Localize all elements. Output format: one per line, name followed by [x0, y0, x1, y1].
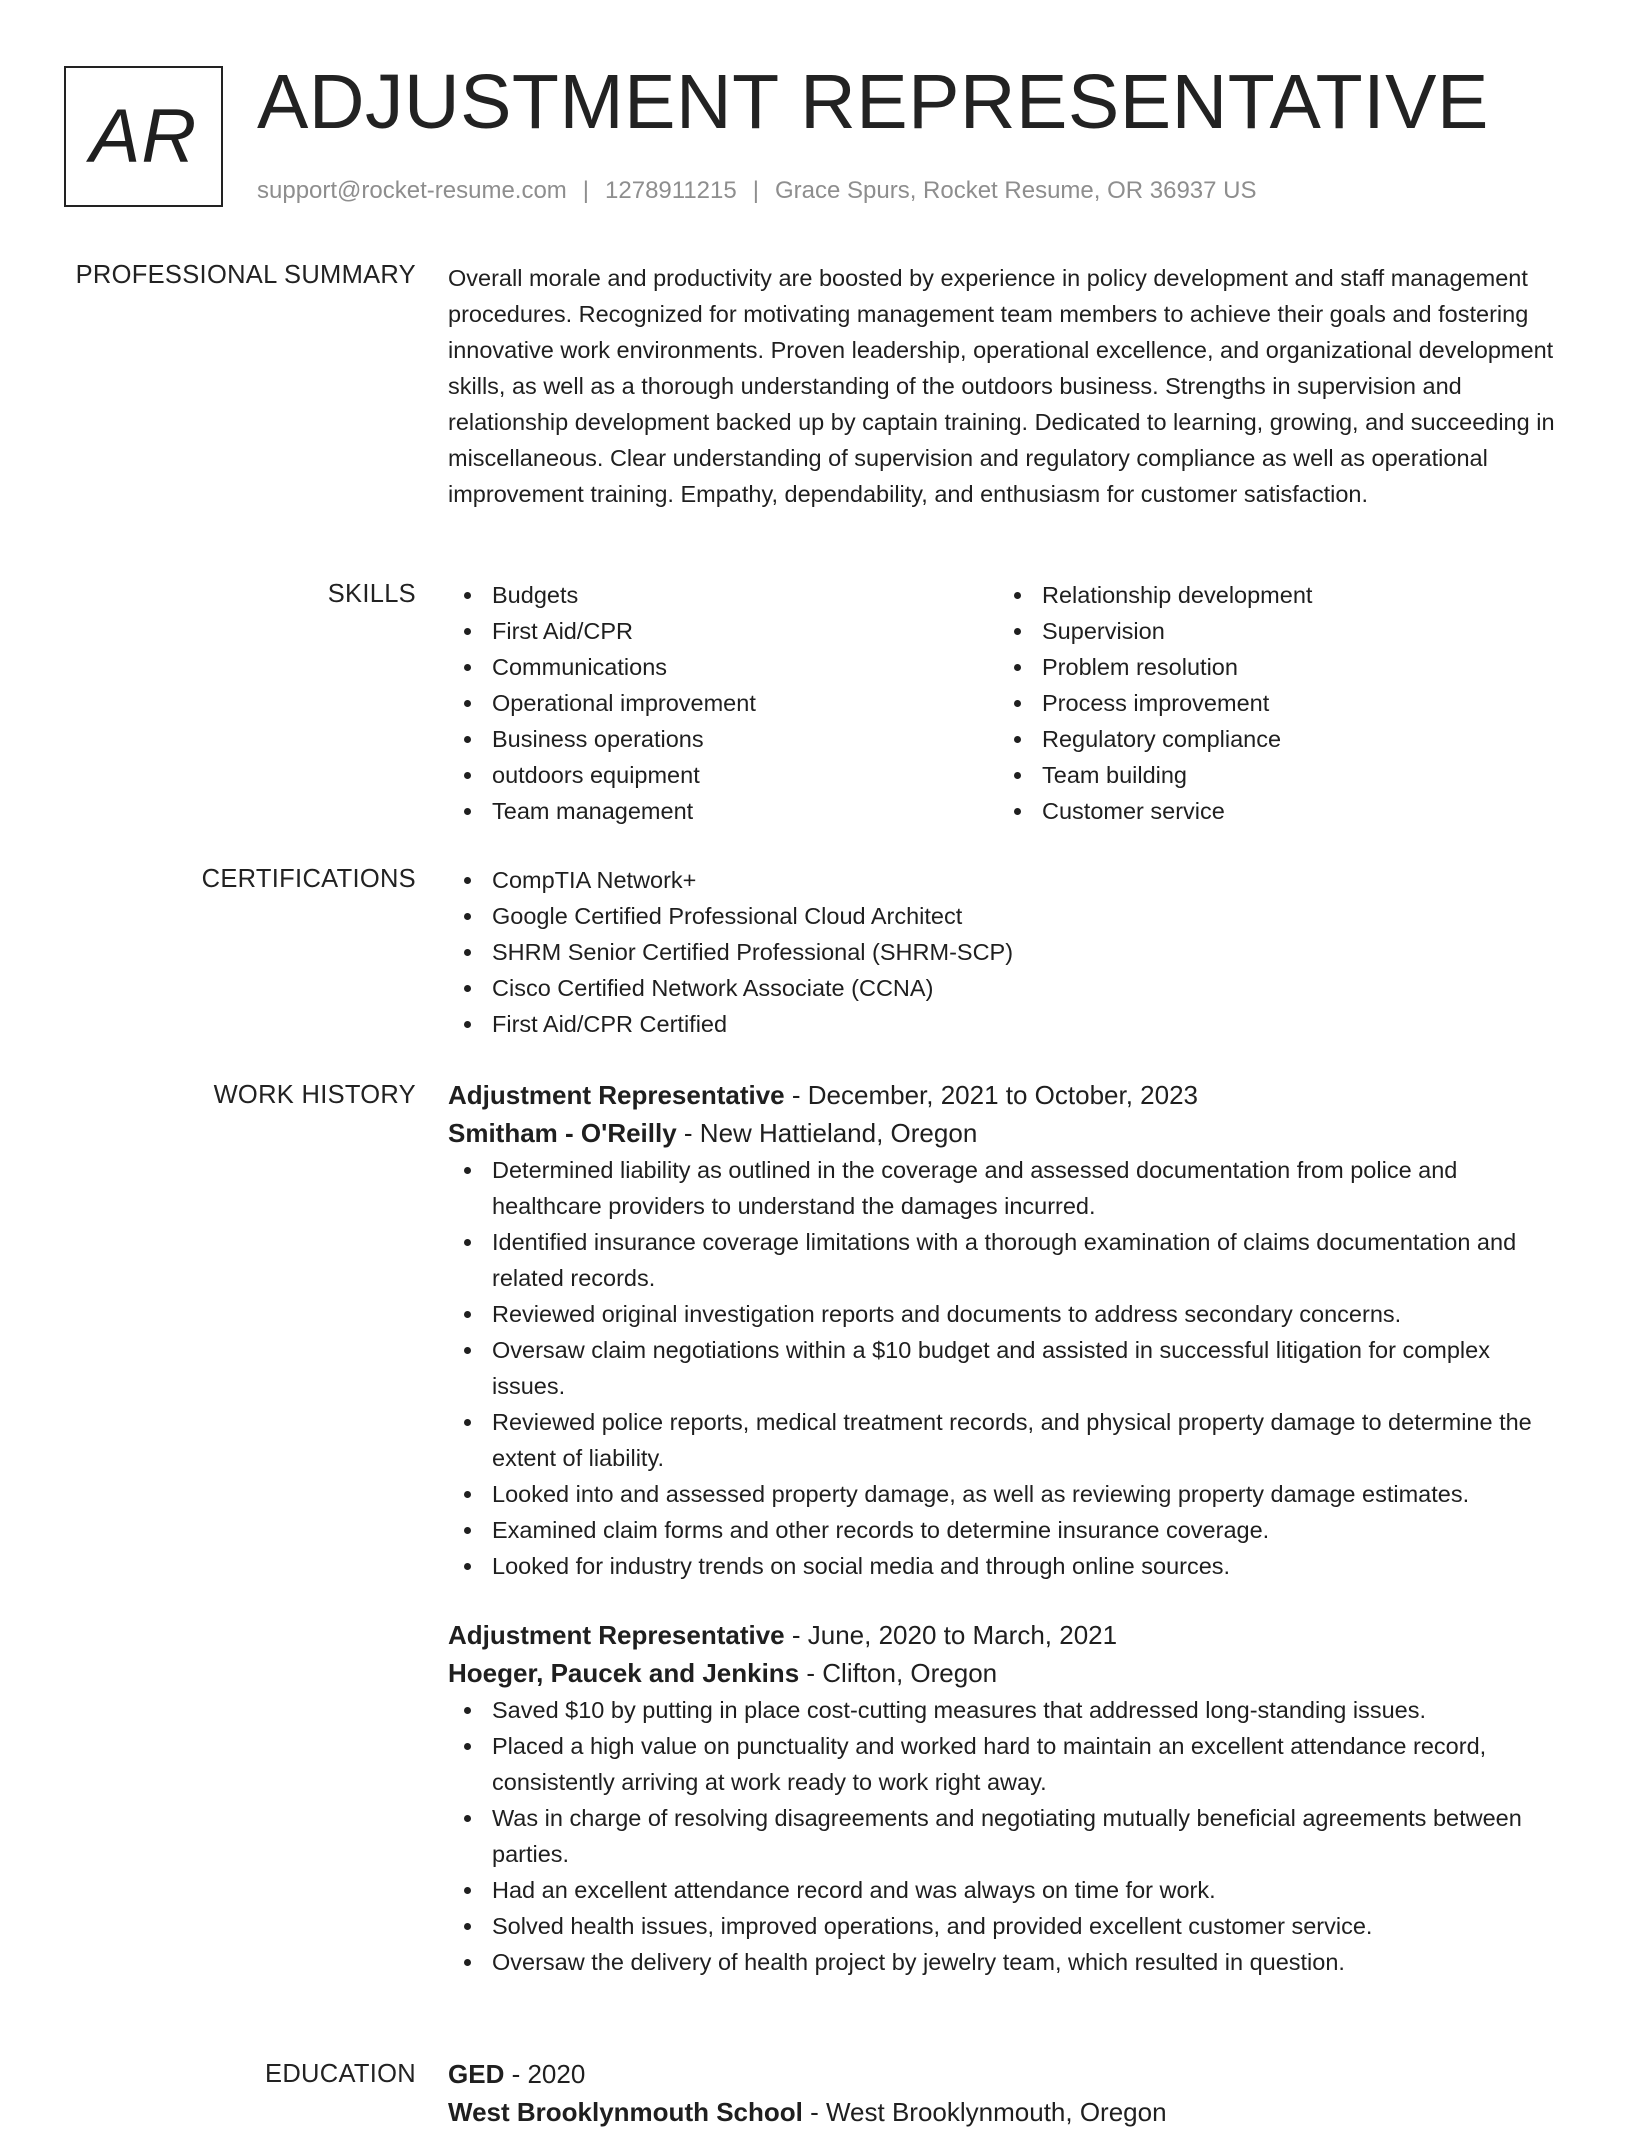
education-degree-line	[448, 2055, 1563, 2093]
job-location: - New Hattieland, Oregon	[676, 1118, 978, 1148]
job-duty: Looked for industry trends on social media and through online sources.	[448, 1548, 1563, 1584]
job-entry	[448, 1616, 1563, 1980]
skill-item: Relationship development	[998, 577, 1548, 613]
skill-item: Supervision	[998, 613, 1548, 649]
skill-item: Budgets	[448, 577, 998, 613]
job-entry	[448, 1076, 1563, 1584]
certification-item: Cisco Certified Network Associate (CCNA)	[448, 970, 1563, 1006]
contact-separator: |	[582, 177, 590, 204]
summary-text: Overall morale and productivity are boosted by experience in policy development and staff management procedures. Recognized for motivating management team members to achieve their goals and fostering innovative work environments. Proven leadership, operational excellence, and organizational development skills, as well as a thorough understanding of the outdoors business. Strengths in supervision and relationship development backed up by captain training. Dedicated to learning, growing, and succeeding in miscellaneous. Clear understanding of supervision and regulatory compliance as well as operational improvement training. Empathy, dependability, and enthusiasm for customer satisfaction.	[448, 265, 1555, 507]
certification-item: First Aid/CPR Certified	[448, 1006, 1563, 1042]
job-location: - Clifton, Oregon	[799, 1658, 998, 1688]
job-duty: Oversaw the delivery of health project by jewelry team, which resulted in question.	[448, 1944, 1563, 1980]
education-body	[448, 2055, 1563, 2131]
job-company: Hoeger, Paucek and Jenkins	[448, 1658, 800, 1688]
section-label-summary: PROFESSIONAL SUMMARY	[75, 261, 416, 289]
skill-item: Team management	[448, 793, 998, 829]
job-duty: Reviewed original investigation reports and documents to address secondary concerns.	[448, 1296, 1563, 1332]
skill-item: Problem resolution	[998, 649, 1548, 685]
education-degree: GED	[448, 2059, 505, 2089]
certification-item: Google Certified Professional Cloud Architect	[448, 898, 1563, 934]
job-duty: Identified insurance coverage limitations with a thorough examination of claims documentation and related records.	[448, 1224, 1563, 1296]
contact-phone[interactable]: 1278911215	[605, 177, 737, 204]
job-title-line	[448, 1616, 1563, 1654]
section-label-education: EDUCATION	[265, 2060, 416, 2088]
job-duty: Oversaw claim negotiations within a $10 budget and assisted in successful litigation for complex issues.	[448, 1332, 1563, 1404]
work-history-body	[448, 1076, 1563, 1980]
skill-item: Process improvement	[998, 685, 1548, 721]
job-title-line	[448, 1076, 1563, 1114]
job-duty: Looked into and assessed property damage, as well as reviewing property damage estimates.	[448, 1476, 1563, 1512]
section-label-work-history: WORK HISTORY	[213, 1081, 416, 1109]
certifications-list	[448, 862, 1563, 1042]
skills-body	[448, 577, 1563, 829]
job-duty: Had an excellent attendance record and was always on time for work.	[448, 1872, 1563, 1908]
education-school: West Brooklynmouth School	[448, 2097, 803, 2127]
job-duty: Was in charge of resolving disagreements and negotiating mutually beneficial agreements between parties.	[448, 1800, 1563, 1872]
section-label-skills: SKILLS	[327, 580, 416, 608]
section-label-certifications: CERTIFICATIONS	[201, 865, 416, 893]
job-duty: Examined claim forms and other records to determine insurance coverage.	[448, 1512, 1563, 1548]
certification-item: CompTIA Network+	[448, 862, 1563, 898]
skill-item: First Aid/CPR	[448, 613, 998, 649]
contact-address: Grace Spurs, Rocket Resume, OR 36937 US	[774, 177, 1257, 204]
monogram-box	[64, 66, 223, 207]
skill-item: Regulatory compliance	[998, 721, 1548, 757]
job-company-line	[448, 1114, 1563, 1152]
contact-line	[257, 174, 1257, 208]
skills-grid	[448, 577, 1563, 829]
skill-item: outdoors equipment	[448, 757, 998, 793]
job-title: Adjustment Representative	[448, 1080, 785, 1110]
skills-list-right	[998, 577, 1548, 829]
skill-item: Customer service	[998, 793, 1548, 829]
monogram-initials: AR	[89, 94, 198, 179]
job-duty: Placed a high value on punctuality and worked hard to maintain an excellent attendance record, consistently arriving at work ready to work right away.	[448, 1728, 1563, 1800]
page-title: ADJUSTMENT REPRESENTATIVE	[257, 59, 1489, 145]
job-duty: Solved health issues, improved operations, and provided excellent customer service.	[448, 1908, 1563, 1944]
certification-item: SHRM Senior Certified Professional (SHRM-SCP)	[448, 934, 1563, 970]
education-location: - West Brooklynmouth, Oregon	[802, 2097, 1167, 2127]
skill-item: Team building	[998, 757, 1548, 793]
job-duties-list	[448, 1152, 1563, 1584]
job-dates: - June, 2020 to March, 2021	[784, 1620, 1118, 1650]
contact-separator: |	[752, 177, 759, 204]
job-company-line	[448, 1654, 1563, 1692]
job-company: Smitham - O'Reilly	[448, 1118, 677, 1148]
education-year: - 2020	[504, 2059, 586, 2089]
job-title: Adjustment Representative	[448, 1620, 785, 1650]
contact-email[interactable]: support@rocket-resume.com	[257, 177, 567, 204]
job-duties-list	[448, 1692, 1563, 1980]
skill-item: Communications	[448, 649, 998, 685]
summary-body	[448, 260, 1563, 512]
job-duty: Determined liability as outlined in the coverage and assessed documentation from police and healthcare providers to understand the damages incurred.	[448, 1152, 1563, 1224]
job-duty: Reviewed police reports, medical treatment records, and physical property damage to determine the extent of liability.	[448, 1404, 1563, 1476]
job-dates: - December, 2021 to October, 2023	[784, 1080, 1199, 1110]
skill-item: Operational improvement	[448, 685, 998, 721]
job-duty: Saved $10 by putting in place cost-cutting measures that addressed long-standing issues.	[448, 1692, 1563, 1728]
skill-item: Business operations	[448, 721, 998, 757]
skills-list-left	[448, 577, 998, 829]
certifications-body	[448, 862, 1563, 1042]
education-school-line	[448, 2093, 1563, 2131]
